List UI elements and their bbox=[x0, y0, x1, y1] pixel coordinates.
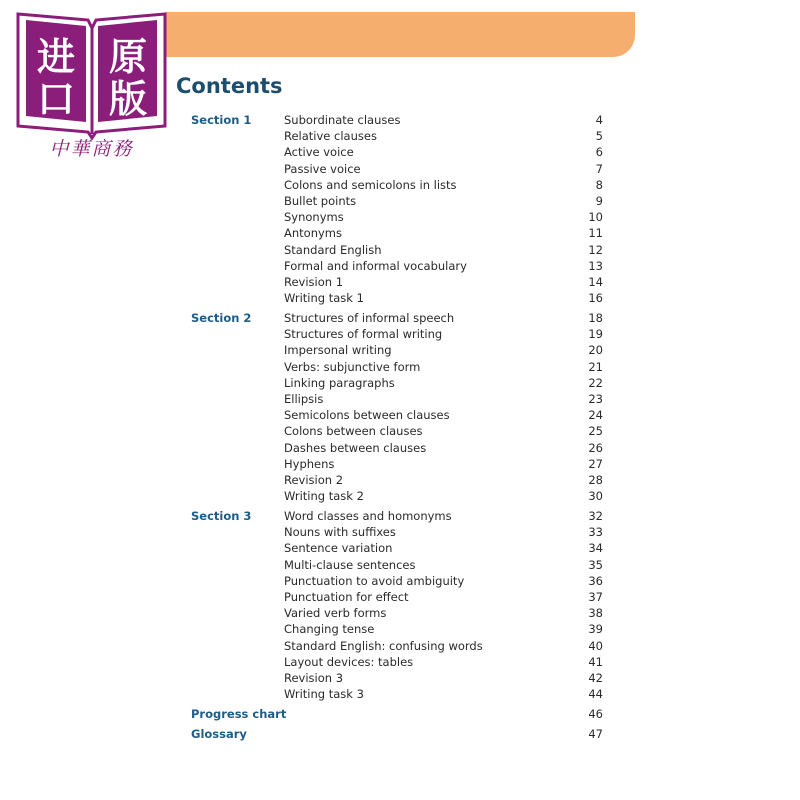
toc-entry-page: 33 bbox=[588, 525, 603, 540]
toc-entry-title: Hyphens bbox=[284, 456, 335, 471]
toc-entry-page: 44 bbox=[588, 687, 603, 702]
toc-entry-title: Punctuation to avoid ambiguity bbox=[284, 573, 465, 588]
toc-entry-title: Formal and informal vocabulary bbox=[284, 258, 467, 273]
toc-entry-title: Punctuation for effect bbox=[284, 590, 409, 604]
toc-entry-page: 12 bbox=[588, 242, 603, 257]
toc-entry-page: 36 bbox=[588, 573, 603, 588]
toc-entry-page: 47 bbox=[588, 727, 603, 741]
toc-entry-title: Multi-clause sentences bbox=[284, 557, 416, 572]
toc-entry-title: Standard English: confusing words bbox=[284, 638, 483, 653]
toc-entry-title: Dashes between clauses bbox=[284, 440, 427, 455]
toc-entry-title: Revision 3 bbox=[284, 671, 344, 685]
toc-entry-title: Ellipsis bbox=[284, 392, 324, 406]
toc-entry-title: Linking paragraphs bbox=[284, 375, 395, 390]
toc-entry-page: 21 bbox=[588, 359, 603, 374]
toc-entry-page: 4 bbox=[595, 113, 603, 127]
toc-entry-page: 22 bbox=[588, 375, 603, 390]
toc-entry-title: Bullet points bbox=[284, 194, 357, 208]
toc-entry-title: Synonyms bbox=[284, 210, 344, 225]
toc-entry-title: Writing task 2 bbox=[284, 489, 364, 504]
section-heading: Section 1 bbox=[191, 113, 252, 127]
toc-entry-title: Structures of formal writing bbox=[284, 327, 443, 342]
toc-entry-page: 37 bbox=[588, 590, 603, 604]
toc-entry-title: Active voice bbox=[284, 145, 354, 160]
toc-entry-page: 34 bbox=[588, 541, 603, 556]
toc-entry-page: 40 bbox=[588, 638, 603, 653]
toc-entry-page: 39 bbox=[588, 622, 603, 637]
toc-entry-page: 6 bbox=[595, 145, 603, 160]
toc-entry-page: 24 bbox=[588, 408, 603, 423]
toc-entry-title: Impersonal writing bbox=[284, 343, 392, 358]
toc-entry-page: 27 bbox=[588, 456, 603, 471]
section-heading: Progress chart bbox=[191, 707, 287, 721]
toc-entry-page: 7 bbox=[595, 161, 603, 176]
toc-entry-page: 30 bbox=[588, 489, 603, 504]
toc-entry-page: 46 bbox=[588, 707, 603, 721]
toc-entry-title: Antonyms bbox=[284, 226, 342, 241]
toc-entry-title: Varied verb forms bbox=[284, 606, 387, 621]
toc-entry-title: Nouns with suffixes bbox=[284, 525, 396, 540]
header-band bbox=[165, 12, 635, 57]
toc-entry-page: 18 bbox=[588, 311, 603, 325]
toc-entry-title: Relative clauses bbox=[284, 129, 377, 144]
toc-entry-title: Revision 2 bbox=[284, 473, 344, 487]
toc-entry-page: 38 bbox=[588, 606, 603, 621]
toc-entry-title: Semicolons between clauses bbox=[284, 408, 450, 423]
page-title: Contents bbox=[176, 74, 283, 98]
toc-entry-title: Writing task 3 bbox=[284, 687, 364, 702]
toc-entry-page: 28 bbox=[588, 473, 603, 487]
toc-entry-page: 16 bbox=[588, 291, 603, 306]
svg-text:原: 原 bbox=[108, 35, 148, 79]
toc-entry-title: Verbs: subjunctive form bbox=[284, 359, 421, 374]
toc-entry-page: 35 bbox=[588, 557, 603, 572]
section-heading: Section 2 bbox=[191, 311, 252, 325]
toc-entry-page: 10 bbox=[588, 210, 603, 225]
toc-entry-title: Standard English bbox=[284, 242, 382, 257]
svg-text:口: 口 bbox=[36, 77, 76, 121]
toc-entry-page: 19 bbox=[588, 327, 603, 342]
open-book-icon bbox=[14, 10, 169, 140]
toc-entry-title: Writing task 1 bbox=[284, 291, 364, 306]
toc-entry-title: Subordinate clauses bbox=[284, 113, 401, 127]
toc-entry-page: 13 bbox=[588, 258, 603, 273]
toc-entry-page: 20 bbox=[588, 343, 603, 358]
toc-entry-title: Colons and semicolons in lists bbox=[284, 177, 457, 192]
toc-entry-page: 14 bbox=[588, 275, 603, 289]
toc-entry-page: 41 bbox=[588, 654, 603, 669]
section-heading: Glossary bbox=[191, 727, 247, 741]
toc-entry-page: 25 bbox=[588, 424, 603, 439]
svg-text:进: 进 bbox=[36, 35, 76, 79]
brand-name: 中華商務 bbox=[49, 138, 134, 160]
section-heading: Section 3 bbox=[191, 509, 252, 523]
toc-entry-title: Word classes and homonyms bbox=[284, 509, 452, 523]
toc-entry-page: 32 bbox=[588, 509, 603, 523]
svg-text:版: 版 bbox=[108, 77, 148, 121]
toc-entry-title: Sentence variation bbox=[284, 541, 393, 556]
toc-entry-title: Layout devices: tables bbox=[284, 654, 414, 669]
toc-entry-title: Colons between clauses bbox=[284, 424, 423, 439]
toc-entry-title: Passive voice bbox=[284, 161, 361, 176]
toc-entry-page: 9 bbox=[595, 194, 603, 208]
toc-entry-page: 5 bbox=[595, 129, 603, 144]
toc-entry-page: 8 bbox=[595, 177, 603, 192]
toc-entry-page: 42 bbox=[588, 671, 603, 685]
toc-entry-title: Revision 1 bbox=[284, 275, 344, 289]
toc-entry-page: 11 bbox=[588, 226, 603, 241]
toc-entry-page: 23 bbox=[588, 392, 603, 406]
toc-entry-title: Structures of informal speech bbox=[284, 311, 455, 325]
toc-entry-title: Changing tense bbox=[284, 622, 375, 637]
toc-entry-page: 26 bbox=[588, 440, 603, 455]
